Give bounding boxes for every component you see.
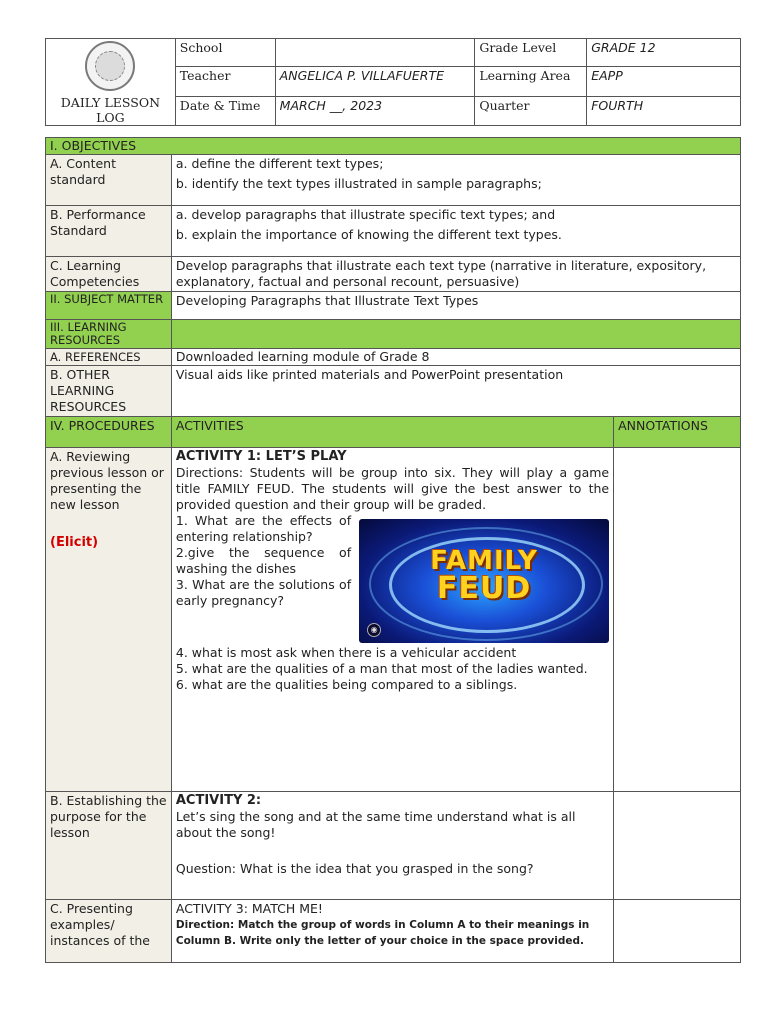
learning-area-value: EAPP	[587, 67, 741, 96]
other-resources-label: B. OTHER LEARNING RESOURCES	[46, 366, 172, 417]
activity1-annotation	[614, 448, 741, 792]
references-text: Downloaded learning module of Grade 8	[171, 349, 740, 366]
teacher-value: ANGELICA P. VILLAFUERTE	[275, 67, 475, 96]
activity1-q2: 2.give the sequence of washing the dishes	[175, 545, 352, 576]
competencies-text: Develop paragraphs that illustrate each text type (narrative in literature, expository, explanatory, factual and personal recount, persuasive)	[171, 257, 740, 292]
performance-standard-cell	[171, 206, 740, 257]
activity1-q5: 5. what are the qualities of a man that most of the ladies wanted.	[175, 661, 588, 676]
activity2-cell	[171, 792, 613, 900]
activity1-title: ACTIVITY 1: LET’S PLAY	[175, 449, 347, 464]
activity3-direction: Direction: Match the group of words in Column A to their meanings in Column B. Write only the letter of your choice in the space provided.	[175, 919, 590, 947]
activity1-q3: 3. What are the solutions of early pregnancy?	[175, 577, 352, 608]
activity2-title: ACTIVITY 2:	[175, 793, 262, 808]
log-title: DAILY LESSON LOG	[60, 95, 161, 125]
resources-empty-cell	[171, 320, 740, 349]
activity1-directions: Directions: Students will be group into six. They will play a game title FAMILY FEUD. The students will give the best answer to the provided question and their group will be graded.	[175, 465, 610, 512]
lesson-table	[45, 137, 741, 963]
header-logo-cell	[46, 39, 176, 126]
activity1-cell	[171, 448, 613, 792]
family-feud-word-1: FAMILY	[430, 546, 538, 576]
resources-label: III. LEARNING RESOURCES	[46, 320, 172, 349]
family-feud-word-2: FEUD	[436, 571, 532, 606]
activity1-q4: 4. what is most ask when there is a vehicular accident	[175, 645, 517, 660]
activity2-annotation	[614, 792, 741, 900]
family-feud-image	[359, 519, 609, 643]
content-standard-cell	[171, 155, 740, 206]
teacher-label: Teacher	[175, 67, 275, 96]
performance-standard-label: B. Performance Standard	[46, 206, 172, 257]
activity2-text: Let’s sing the song and at the same time understand what is all about the song!	[175, 809, 576, 840]
quarter-value: FOURTH	[587, 96, 741, 125]
activities-header: ACTIVITIES	[171, 417, 613, 448]
content-standard-label: A. Content standard	[46, 155, 172, 206]
references-label: A. REFERENCES	[46, 349, 172, 366]
subject-matter-label: II. SUBJECT MATTER	[46, 292, 172, 320]
procedures-label: IV. PROCEDURES	[46, 417, 172, 448]
grade-level-value: GRADE 12	[587, 39, 741, 67]
other-resources-text: Visual aids like printed materials and PowerPoint presentation	[171, 366, 740, 417]
content-standard-b: b. identify the text types illustrated in sample paragraphs;	[175, 176, 542, 191]
activity2-question: Question: What is the idea that you grasped in the song?	[175, 861, 534, 876]
activity3-annotation	[614, 900, 741, 963]
date-time-value: MARCH __, 2023	[275, 96, 475, 125]
quarter-label: Quarter	[475, 96, 587, 125]
activity3-cell	[171, 900, 613, 963]
establishing-label: B. Establishing the purpose for the lesson	[46, 792, 172, 900]
reviewing-label: A. Reviewing previous lesson or presenting the new lesson	[50, 449, 164, 512]
activity1-q6: 6. what are the qualities being compared to a siblings.	[175, 677, 518, 692]
annotations-header: ANNOTATIONS	[614, 417, 741, 448]
competencies-label: C. Learning Competencies	[46, 257, 172, 292]
subject-matter-text: Developing Paragraphs that Illustrate Text Types	[171, 292, 740, 320]
presenting-label: C. Presenting examples/ instances of the	[46, 900, 172, 963]
activity3-title: ACTIVITY 3: MATCH ME!	[175, 901, 323, 916]
content-standard-a: a. define the different text types;	[175, 156, 384, 171]
reviewing-label-cell	[46, 448, 172, 792]
activity1-q1: 1. What are the effects of entering relationship?	[175, 513, 352, 544]
elicit-tag: (Elicit)	[50, 535, 99, 550]
date-time-label: Date & Time	[175, 96, 275, 125]
objectives-heading: I. OBJECTIVES	[46, 138, 741, 155]
learning-area-label: Learning Area	[475, 67, 587, 96]
performance-standard-b: b. explain the importance of knowing the different text types.	[175, 227, 562, 242]
header-table	[45, 38, 741, 126]
play-icon: ◉	[367, 623, 381, 637]
performance-standard-a: a. develop paragraphs that illustrate specific text types; and	[175, 207, 556, 222]
grade-level-label: Grade Level	[475, 39, 587, 67]
school-value	[275, 39, 475, 67]
deped-seal-icon	[85, 41, 135, 91]
school-label: School	[175, 39, 275, 67]
